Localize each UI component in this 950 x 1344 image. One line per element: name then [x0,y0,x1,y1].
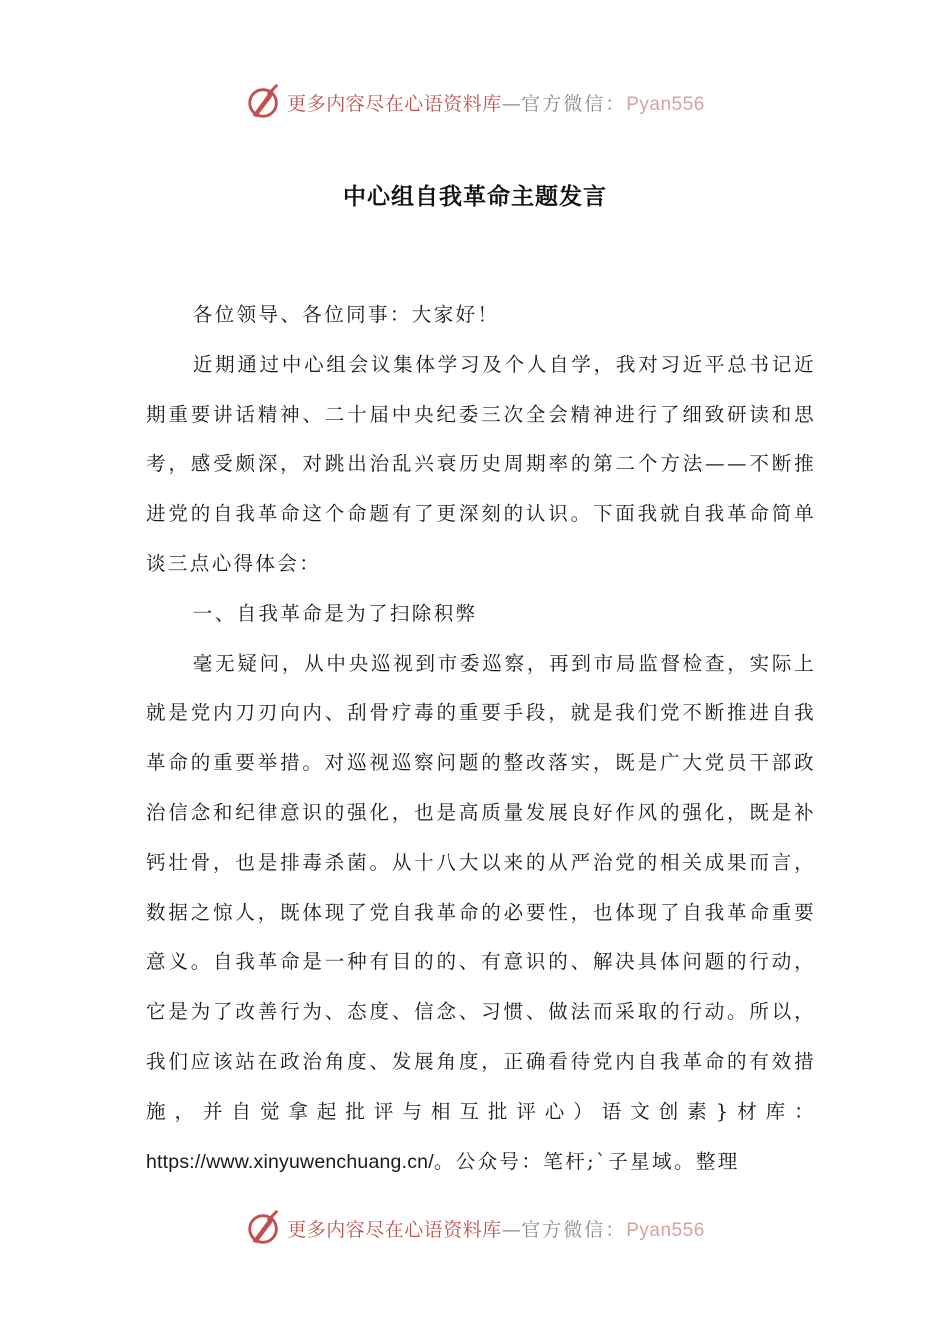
banner-dash: — [501,1218,522,1241]
paragraph-greeting: 各位领导、各位同事：大家好！ [192,303,500,326]
section-heading-1: 一、自我革命是为了扫除积弊 [192,601,478,625]
paragraph-section-1: 毫无疑问，从中央巡视到市委巡察，再到市局监督检查，实际上就是党内刀刃向内、刮骨疗毒的重要手段，就是我们党不断推进自我革命的重要举措。对巡视巡察问题的整改落实，既是广大党员干部政治信念和纪律意识的强化，也是高质量发展良好作风的强化，既是补钙壮骨，也是排毒杀菌。从十八大以来的从严治党的相关成果而言，数据之惊人，既体现了党自我革命的必要性，也体现了自我革命重要意义。自我革命是一种有目的的、有意识的、解决具体问题的行动，它是为了改善行为、态度、信念、习惯、做法而采取的行动。所以，我们应该站在政治角度、发展角度，正确看待党内自我革命的有效措施，并自觉拿起批评与相互批评心）语文创素}材库：https://www.xinyuwenchuang.cn/。公众号：笔杆;`子星域。整理 [146,651,816,1173]
header-watermark-banner [0,82,950,122]
banner-main-text: 更多内容尽在心语资料库 [287,1218,502,1241]
source-url-link[interactable]: https://www.xinyuwenchuang.cn/ [146,1150,434,1173]
footer-watermark-banner [0,1208,950,1248]
banner-official-label: 官方微信： [521,92,627,115]
banner-dash: — [501,92,522,115]
pen-nib-logo-icon [245,83,283,121]
banner-official-label: 官方微信： [521,1218,627,1241]
paragraph-intro: 近期通过中心组会议集体学习及个人自学，我对习近平总书记近期重要讲话精神、二十届中央纪委三次全会精神进行了细致研读和思考，感受颇深，对跳出治乱兴衰历史周期率的第二个方法——不断推进党的自我革命这个命题有了更深刻的认识。下面我就自我革命简单谈三点心得体会： [146,352,816,575]
pen-nib-logo-icon [245,1209,283,1247]
banner-wechat-id: Pyan556 [626,93,705,115]
banner-main-text: 更多内容尽在心语资料库 [287,92,502,115]
document-body [146,290,816,1187]
document-title: 中心组自我革命主题发言 [343,184,607,210]
banner-wechat-id: Pyan556 [626,1219,705,1241]
